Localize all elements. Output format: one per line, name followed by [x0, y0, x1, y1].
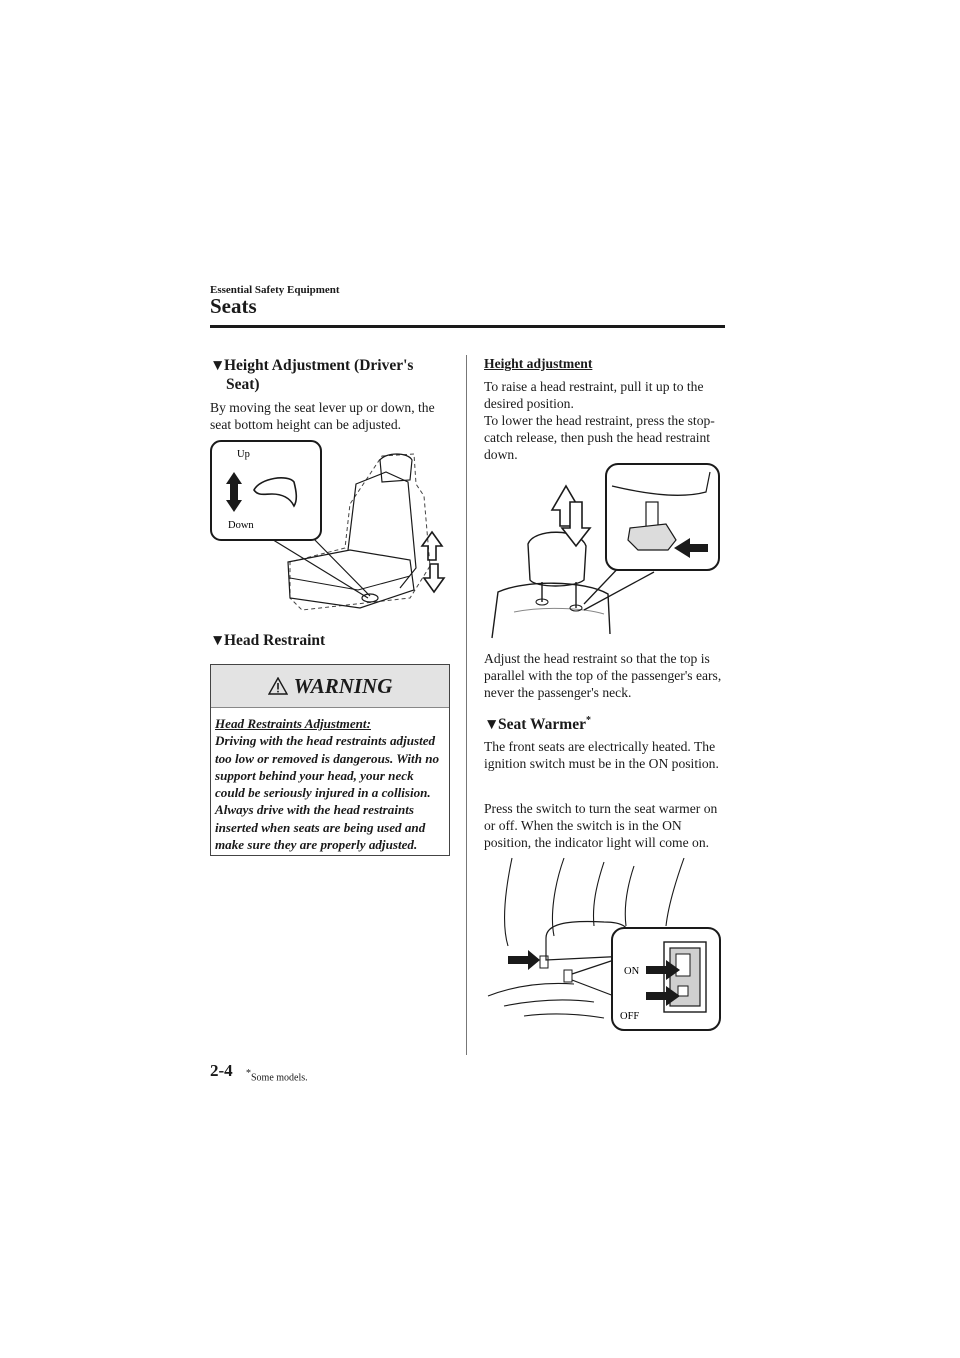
head-heading-label: Head Restraint [224, 632, 326, 649]
fig1-up-label: Up [237, 449, 250, 460]
footer-note [246, 1068, 308, 1083]
warmer-heading-label: Seat Warmer [498, 716, 586, 734]
footnote-text: Some models. [251, 1072, 308, 1084]
warning-title: WARNING [293, 673, 393, 698]
warning-header [211, 665, 449, 708]
warning-body [211, 708, 449, 853]
warning-text: Driving with the head restraints adjusted too low or removed is dangerous. With no support behind your head, your neck could be seriously injured in a collision. Always drive with the head restraints inserted when seats are being used and make sure they are properly adjusted. [215, 733, 440, 853]
height-adjustment-subheading: Height adjustment [484, 356, 593, 371]
warmer-text-1: The front seats are electrically heated. The ignition switch must be in the ON position. [484, 739, 719, 771]
height-heading-line1: Height Adjustment (Driver's [224, 357, 414, 374]
height-adjustment-heading [210, 356, 460, 394]
some-models-star: * [585, 715, 591, 726]
triangle-down-icon: ▼ [484, 716, 500, 734]
warning-subheading: Head Restraints Adjustment: [215, 716, 371, 731]
fig3-on-label: ON [624, 966, 640, 977]
seat-warmer-heading [484, 711, 591, 734]
seat-height-figure [210, 438, 460, 613]
triangle-down-icon: ▼ [210, 632, 226, 649]
fig3-off-label: OFF [620, 1011, 640, 1022]
warning-box [210, 664, 450, 856]
fig1-down-label: Down [228, 520, 254, 531]
column-divider [466, 355, 467, 1055]
footnote-star: * [246, 1068, 251, 1079]
lower-text: To lower the head restraint, press the stop-catch release, then push the head restraint down. [484, 413, 715, 462]
triangle-down-icon: ▼ [210, 357, 226, 374]
title-rule [210, 325, 725, 328]
page-number: 2-4 [210, 1061, 233, 1080]
chapter-label: Essential Safety Equipment [210, 284, 340, 296]
page-title: Seats [210, 294, 257, 318]
head-restraint-heading [210, 631, 325, 650]
warmer-text-2: Press the switch to turn the seat warmer on or off. When the switch is in the ON position, the indicator light will come on. [484, 801, 718, 850]
height-body-text: By moving the seat lever up or down, the seat bottom height can be adjusted. [210, 400, 435, 432]
height-heading-line2: Seat) [226, 376, 260, 393]
warning-triangle-icon [268, 677, 288, 695]
head-restraint-figure [484, 462, 724, 642]
seat-warmer-figure [484, 856, 724, 1036]
adjust-text: Adjust the head restraint so that the top is parallel with the top of the passenger's ears, never the passenger's neck. [484, 651, 722, 700]
raise-text: To raise a head restraint, pull it up to the desired position. [484, 379, 704, 411]
